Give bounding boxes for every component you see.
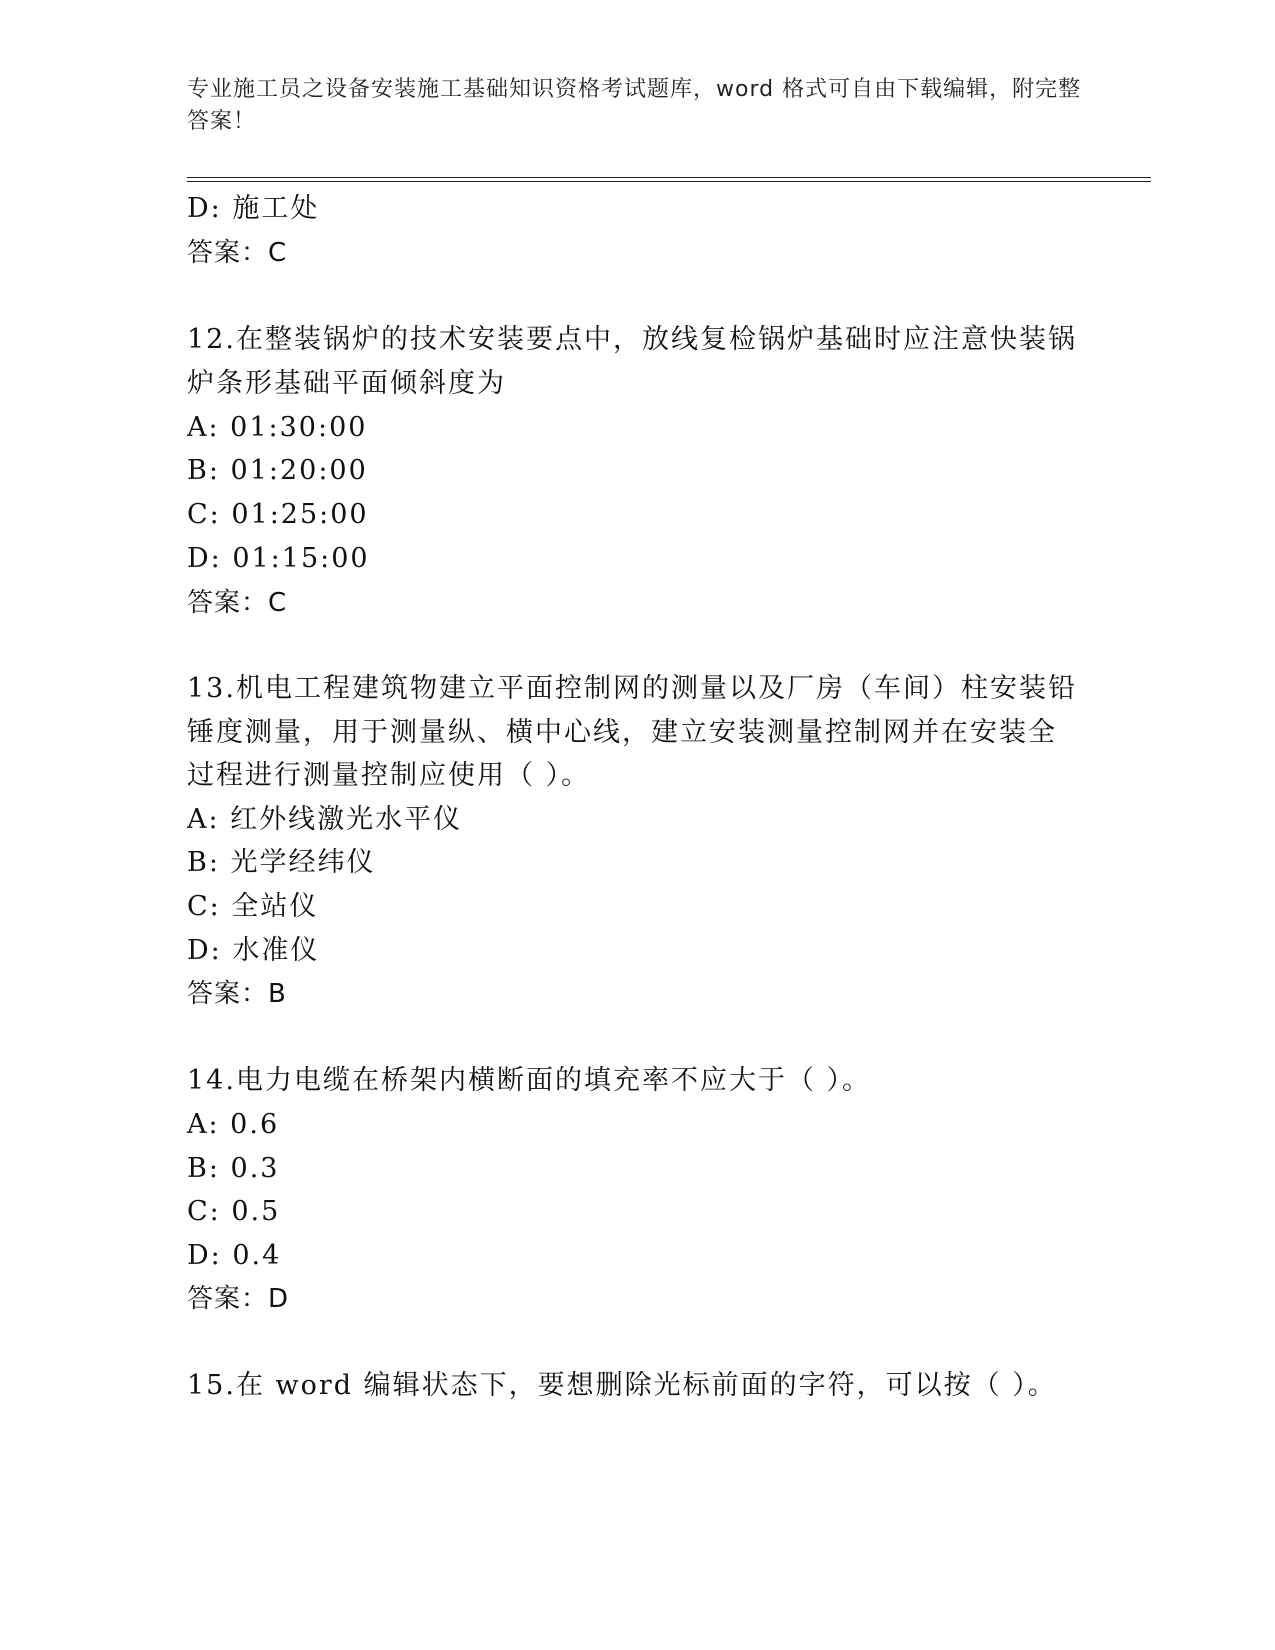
q14-option-a: A: 0.6 xyxy=(187,1109,280,1140)
q13-option-b: B: 光学经纬仪 xyxy=(187,847,376,878)
q14-option-d: D: 0.4 xyxy=(187,1240,282,1271)
q13-question-line-2: 锤度测量，用于测量纵、横中心线，建立安装测量控制网并在安装全 xyxy=(187,717,1057,748)
q12-question-line-2: 炉条形基础平面倾斜度为 xyxy=(187,368,506,399)
q11-option-d: D: 施工处 xyxy=(187,193,320,224)
q12-question-line-1: 12.在整装锅炉的技术安装要点中，放线复检锅炉基础时应注意快装锅 xyxy=(187,324,1077,355)
header-divider xyxy=(187,177,1151,182)
q12-option-b: B: 01:20:00 xyxy=(187,455,368,486)
q14-answer: 答案：D xyxy=(187,1284,290,1314)
q12-option-d: D: 01:15:00 xyxy=(187,543,370,574)
q13-option-c: C: 全站仪 xyxy=(187,891,319,922)
q12-answer: 答案：C xyxy=(187,588,288,618)
q14-option-c: C: 0.5 xyxy=(187,1196,281,1227)
q15-question: 15.在 word 编辑状态下，要想删除光标前面的字符，可以按（ ）。 xyxy=(187,1370,1057,1401)
q13-answer: 答案：B xyxy=(187,979,287,1009)
q13-option-a: A: 红外线激光水平仪 xyxy=(187,804,463,835)
q13-option-d: D: 水准仪 xyxy=(187,935,320,966)
q11-answer: 答案：C xyxy=(187,238,288,268)
q12-option-a: A: 01:30:00 xyxy=(187,412,368,443)
q14-option-b: B: 0.3 xyxy=(187,1153,280,1184)
q13-question-line-3: 过程进行测量控制应使用（ ）。 xyxy=(187,760,591,791)
q14-question: 14.电力电缆在桥架内横断面的填充率不应大于（ ）。 xyxy=(187,1065,872,1096)
page-header: 专业施工员之设备安装施工基础知识资格考试题库，word 格式可自由下载编辑，附完整答案！ xyxy=(187,77,1082,134)
q12-option-c: C: 01:25:00 xyxy=(187,499,369,530)
q13-question-line-1: 13.机电工程建筑物建立平面控制网的测量以及厂房（车间）柱安装铅 xyxy=(187,673,1077,704)
